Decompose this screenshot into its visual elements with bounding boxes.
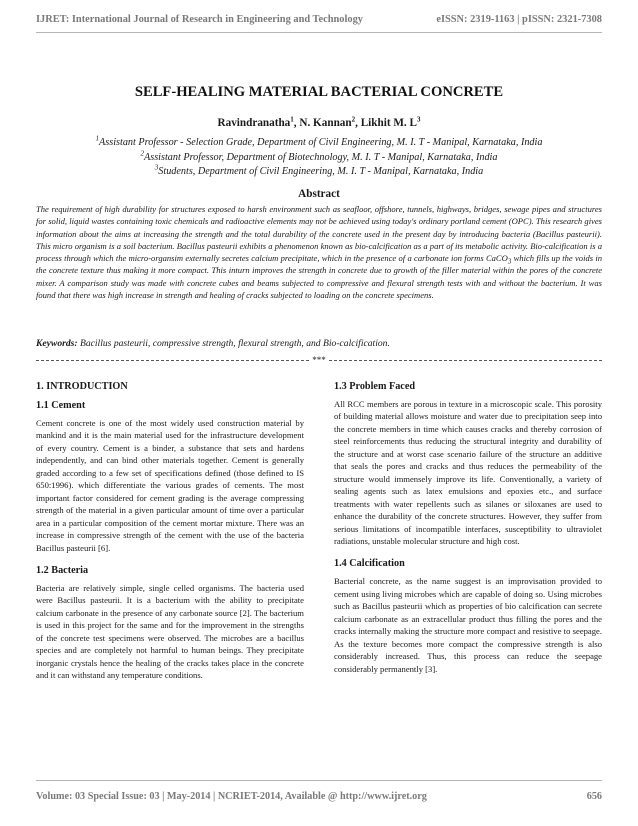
affiliation-1 — [0, 134, 638, 148]
aff-text: Assistant Professor, Department of Biotechnology, M. I. T - Manipal, Karnataka, India — [144, 152, 498, 163]
volume-info: Volume: 03 Special Issue: 03 | May-2014 | NCRIET-2014, Available @ http://www.ijret.org — [36, 791, 427, 802]
keywords-label: Keywords: — [36, 338, 78, 349]
keywords-text: Bacillus pasteurii, compressive strength, flexural strength, and Bio-calcification. — [77, 338, 390, 349]
header-rule — [36, 32, 602, 33]
paragraph: Bacterial concrete, as the name suggest is an improvisation provided to cement using living microbes which are capable of doing so. Using microbes such as Bacillus pasteurii which as properties of bio calcification can secrete calcium carbonate as an extracellular product thus filling the pores and the cracks internally making the structure more compact and resistive to seepage. As the texture becomes more compact the compressive strength is also considerably increased. Thus, this process can reduce the seepage considerably permanently [3]. — [334, 576, 602, 674]
paragraph: Cement concrete is one of the most widely used construction material by mankind and it is the main material used for the infrastructure development of every country. Cement is a binder, a substance that sets and hardens independently, and can bind other materials together. Cement is generally graded according to a few set of specifications defined (those defined to IS 650:1996). which differentiate the various grades of cements. The most important factor considered for cement grading is the average compressing strength of the material in a given particular amount of time over a particular area in a particular composition of the cement mortar mixture. There was an increase in compressive strength of the cement with the use of the bacteria Bacillus pasteurii [6]. — [36, 418, 304, 553]
paragraph: Bacteria are relatively simple, single celled organisms. The bacteria used were Bacillus pasteurii. It is a bacterium with the ability to precipitate calcium carbonate in the presence of any carbonate source [2]. The bacterium is used in this project for the same and for the improvement in the strengths of the concrete test specimens were observed. The microbes are a bacillus species and are completely not harmful to human beings. They precipitate inorganic crystals hence the healing of the cracks takes place in the concrete and it can withstand any temperature conditions. — [36, 582, 304, 681]
section-heading: 1. INTRODUCTION — [36, 381, 128, 392]
dashed-line-left — [36, 360, 309, 361]
keywords — [36, 338, 602, 349]
paper-title: SELF-HEALING MATERIAL BACTERIAL CONCRETE — [134, 84, 504, 100]
right-column — [334, 381, 602, 686]
authors-line — [0, 117, 638, 129]
issn: eISSN: 2319-1163 | pISSN: 2321-7308 — [436, 14, 602, 25]
subsection-heading: 1.2 Bacteria — [36, 564, 89, 576]
footer-rule — [36, 780, 602, 781]
subsection-heading: 1.3 Problem Faced — [334, 381, 416, 392]
left-column — [36, 381, 304, 693]
separator-stars: *** — [312, 354, 326, 365]
abstract-body — [36, 203, 602, 301]
affiliation-3 — [0, 163, 638, 177]
formula-subscript: 3 — [507, 257, 512, 266]
abstract-heading: Abstract — [298, 188, 340, 200]
dashed-line-right — [329, 360, 602, 361]
author-name: Likhit M. L — [360, 117, 417, 129]
abstract-text-pre: The requirement of high durability for structures exposed to harsh environment such as seafloor, offshore, tunnels, highways, bridges, sewage pipes and structures for solid, liquid wastes containing toxic chemicals and radioactive elements may not be achieved using today's ordinary portland cement (OPC). This research gives information about the aims at increasing the strength and the total durability of the concrete used in the present day by introducing bacteria (Bacillus pasteurii). This micro organism is a soil bacterium. Bacillus pasteurii exhibits a phenomenon known as bio-calcification as a part of its metabolic activity. Bio-calcification is a process through which the micro-organsim externally secretes calcium precipitate, which in the presence of a carbonate ion forms CaCO — [36, 204, 602, 264]
aff-sup: 1 — [95, 134, 100, 143]
author-sup: 1 — [290, 115, 294, 124]
abstract-text-post: which fills up the voids in the concrete texture thus making it more compact. This inturn improves the strength in concrete due to growth of the filler material within the pores of the concrete mixer. A comparison study was made with concrete cubes and beams subjected to compressive and flexural strength tests with and without the bacterium. It was found that there was high increase in strength and healing of cracks subjected to loading on the concrete specimens. — [36, 253, 602, 301]
running-footer — [36, 791, 602, 802]
section-separator — [36, 354, 602, 366]
aff-sup: 3 — [154, 163, 159, 172]
author-name: N. Kannan — [299, 117, 352, 129]
paragraph: All RCC members are porous in texture in a microscopic scale. This porosity of building material allows moisture and water due to precipitation seep into the concrete members in time which causes cracks and thereby corrosion of steel reinforcements thus reducing the structural integrity and durability of the structure and at worst case scenario failure of the structure an additive that seals the pores and cracks and thus reduces the permeability of the structure would immensely improve its life. Conventionally, a variety of sealing agents such as latex emulsions and epoxies etc., and surface treatments with water repellents such as silanes or siloxanes are used to enhance the durability of the concrete structures. However, they suffer from serious limitations of incompatible interfaces, susceptibility to ultraviolet radiations, unstable molecular structure and high cost. — [334, 399, 602, 546]
aff-text: Assistant Professor - Selection Grade, Department of Civil Engineering, M. I. T - Manipal, Karnataka, India — [99, 137, 543, 148]
author-sep: , — [355, 117, 361, 129]
subsection-heading: 1.4 Calcification — [334, 558, 405, 570]
running-header — [36, 14, 602, 25]
journal-name: IJRET: International Journal of Research in Engineering and Technology — [36, 14, 363, 25]
aff-text: Students, Department of Civil Engineering, M. I. T - Manipal, Karnataka, India — [158, 166, 484, 177]
aff-sup: 2 — [140, 149, 145, 158]
subsection-heading: 1.1 Cement — [36, 400, 86, 411]
author-sep: , — [293, 117, 300, 129]
author-name: Ravindranatha — [217, 117, 291, 129]
affiliation-2 — [0, 149, 638, 163]
author-sup: 3 — [416, 115, 421, 124]
page-number: 656 — [586, 791, 602, 802]
author-sup: 2 — [351, 115, 356, 124]
